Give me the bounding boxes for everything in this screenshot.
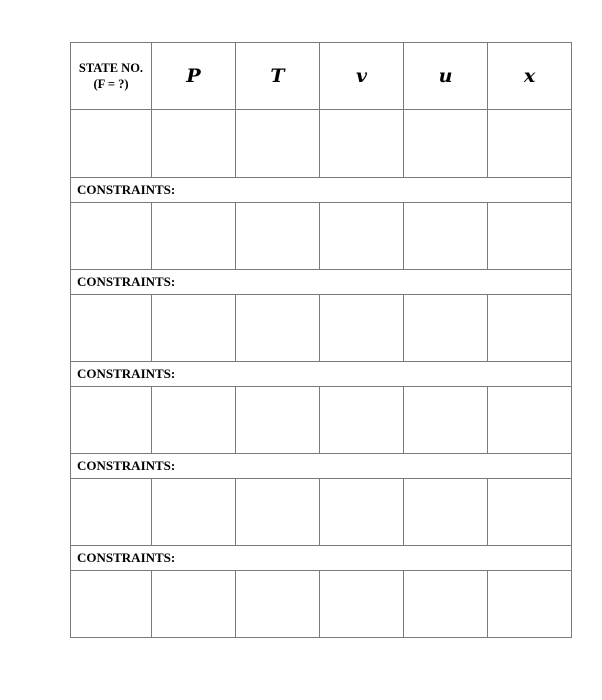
state-no-cell[interactable] <box>71 110 152 178</box>
specific-volume-cell[interactable] <box>320 203 404 270</box>
header-temperature: T <box>236 43 320 110</box>
state-row-3 <box>71 295 572 362</box>
pressure-cell[interactable] <box>152 387 236 454</box>
constraints-row-1 <box>71 178 572 203</box>
quality-cell[interactable] <box>488 571 572 638</box>
internal-energy-cell[interactable] <box>404 203 488 270</box>
constraints-label[interactable]: CONSTRAINTS: <box>71 454 572 479</box>
quality-cell[interactable] <box>488 387 572 454</box>
constraints-row-4 <box>71 454 572 479</box>
specific-volume-cell[interactable] <box>320 387 404 454</box>
specific-volume-cell[interactable] <box>320 571 404 638</box>
state-no-cell[interactable] <box>71 203 152 270</box>
state-no-cell[interactable] <box>71 479 152 546</box>
state-no-cell[interactable] <box>71 571 152 638</box>
header-state-no-label: STATE NO. <box>78 61 144 75</box>
constraints-row-3 <box>71 362 572 387</box>
quality-cell[interactable] <box>488 203 572 270</box>
state-row-5 <box>71 479 572 546</box>
temperature-cell[interactable] <box>236 110 320 178</box>
state-row-2 <box>71 203 572 270</box>
quality-cell[interactable] <box>488 110 572 178</box>
temperature-cell[interactable] <box>236 571 320 638</box>
constraints-label[interactable]: CONSTRAINTS: <box>71 362 572 387</box>
header-pressure: P <box>152 43 236 110</box>
pressure-cell[interactable] <box>152 479 236 546</box>
header-state-no <box>71 43 152 110</box>
pressure-cell[interactable] <box>152 571 236 638</box>
internal-energy-cell[interactable] <box>404 110 488 178</box>
temperature-cell[interactable] <box>236 479 320 546</box>
header-internal-energy: u <box>404 43 488 110</box>
internal-energy-cell[interactable] <box>404 571 488 638</box>
internal-energy-cell[interactable] <box>404 479 488 546</box>
header-quality: x <box>488 43 572 110</box>
pressure-cell[interactable] <box>152 203 236 270</box>
temperature-cell[interactable] <box>236 387 320 454</box>
temperature-cell[interactable] <box>236 295 320 362</box>
state-no-cell[interactable] <box>71 387 152 454</box>
constraints-label[interactable]: CONSTRAINTS: <box>71 178 572 203</box>
constraints-label[interactable]: CONSTRAINTS: <box>71 270 572 295</box>
quality-cell[interactable] <box>488 295 572 362</box>
header-degrees-of-freedom: (F = ?) <box>93 77 129 91</box>
specific-volume-cell[interactable] <box>320 110 404 178</box>
pressure-cell[interactable] <box>152 110 236 178</box>
header-row <box>71 43 572 110</box>
state-row-1 <box>71 110 572 178</box>
constraints-label[interactable]: CONSTRAINTS: <box>71 546 572 571</box>
state-no-cell[interactable] <box>71 295 152 362</box>
state-table <box>70 42 572 638</box>
specific-volume-cell[interactable] <box>320 479 404 546</box>
constraints-row-5 <box>71 546 572 571</box>
pressure-cell[interactable] <box>152 295 236 362</box>
specific-volume-cell[interactable] <box>320 295 404 362</box>
state-row-4 <box>71 387 572 454</box>
state-row-6 <box>71 571 572 638</box>
internal-energy-cell[interactable] <box>404 295 488 362</box>
constraints-row-2 <box>71 270 572 295</box>
header-specific-volume: v <box>320 43 404 110</box>
internal-energy-cell[interactable] <box>404 387 488 454</box>
quality-cell[interactable] <box>488 479 572 546</box>
temperature-cell[interactable] <box>236 203 320 270</box>
